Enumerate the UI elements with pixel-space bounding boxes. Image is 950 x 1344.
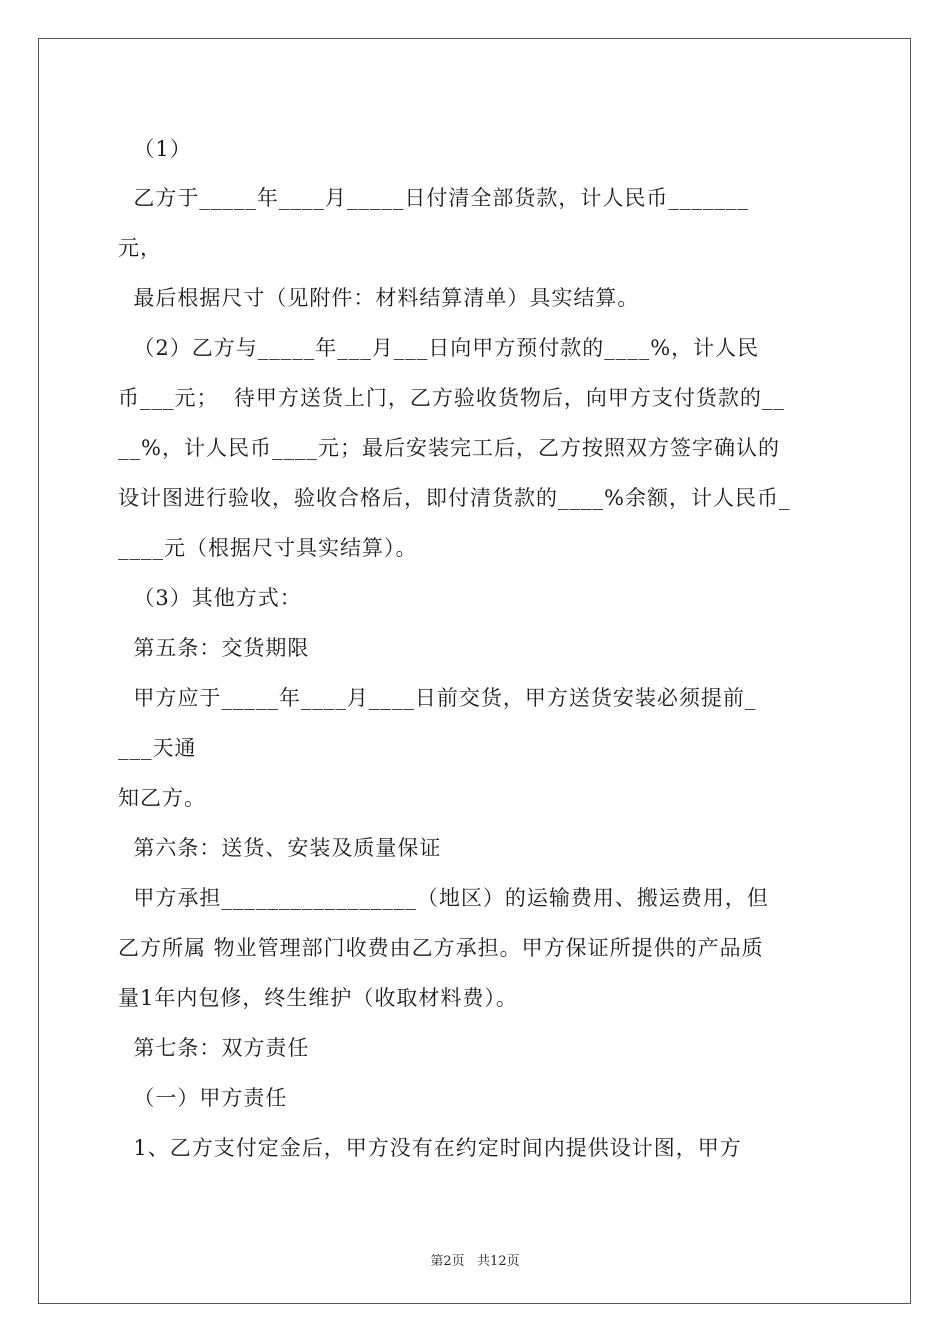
- text-line: 设计图进行验收，验收合格后，即付清货款的____%余额，计人民币_: [118, 486, 791, 510]
- text-line: 最后根据尺寸（见附件：材料结算清单）具实结算。: [118, 286, 640, 310]
- text-line: 甲方应于_____年____月____日前交货，甲方送货安装必须提前_: [118, 686, 757, 710]
- text-line: 甲方承担_________________（地区）的运输费用、搬运费用，但: [118, 886, 769, 910]
- text-line: 1、乙方支付定金后，甲方没有在约定时间内提供设计图，甲方: [118, 1136, 742, 1160]
- text-line: 乙方于_____年____月_____日付清全部货款，计人民币_______: [118, 186, 749, 210]
- text-line: 币___元； 待甲方送货上门，乙方验收货物后，向甲方支付货款的__: [118, 386, 785, 410]
- text-line: ____元（根据尺寸具实结算）。: [118, 536, 418, 560]
- text-line: __%，计人民币____元；最后安装完工后，乙方按照双方签字确认的: [118, 436, 780, 460]
- text-line: 乙方所属 物业管理部门收费由乙方承担。甲方保证所提供的产品质: [118, 936, 764, 960]
- text-line: （3）其他方式：: [118, 586, 302, 610]
- section-heading: 第五条：交货期限: [118, 636, 310, 660]
- text-line: （1）: [118, 137, 192, 161]
- text-line: （2）乙方与_____年___月___日向甲方预付款的____%，计人民: [118, 336, 760, 360]
- text-line: 元，: [118, 236, 162, 260]
- subsection-heading: （一）甲方责任: [118, 1086, 288, 1110]
- text-line: 量1年内包修，终生维护（收取材料费）。: [118, 986, 518, 1010]
- section-heading: 第七条：双方责任: [118, 1036, 310, 1060]
- page-border: [38, 38, 911, 1304]
- text-line: 知乙方。: [118, 786, 206, 810]
- text-line: ___天通: [118, 736, 197, 760]
- section-heading: 第六条：送货、安装及质量保证: [118, 836, 442, 860]
- page-footer: 第2页 共12页: [430, 1254, 520, 1269]
